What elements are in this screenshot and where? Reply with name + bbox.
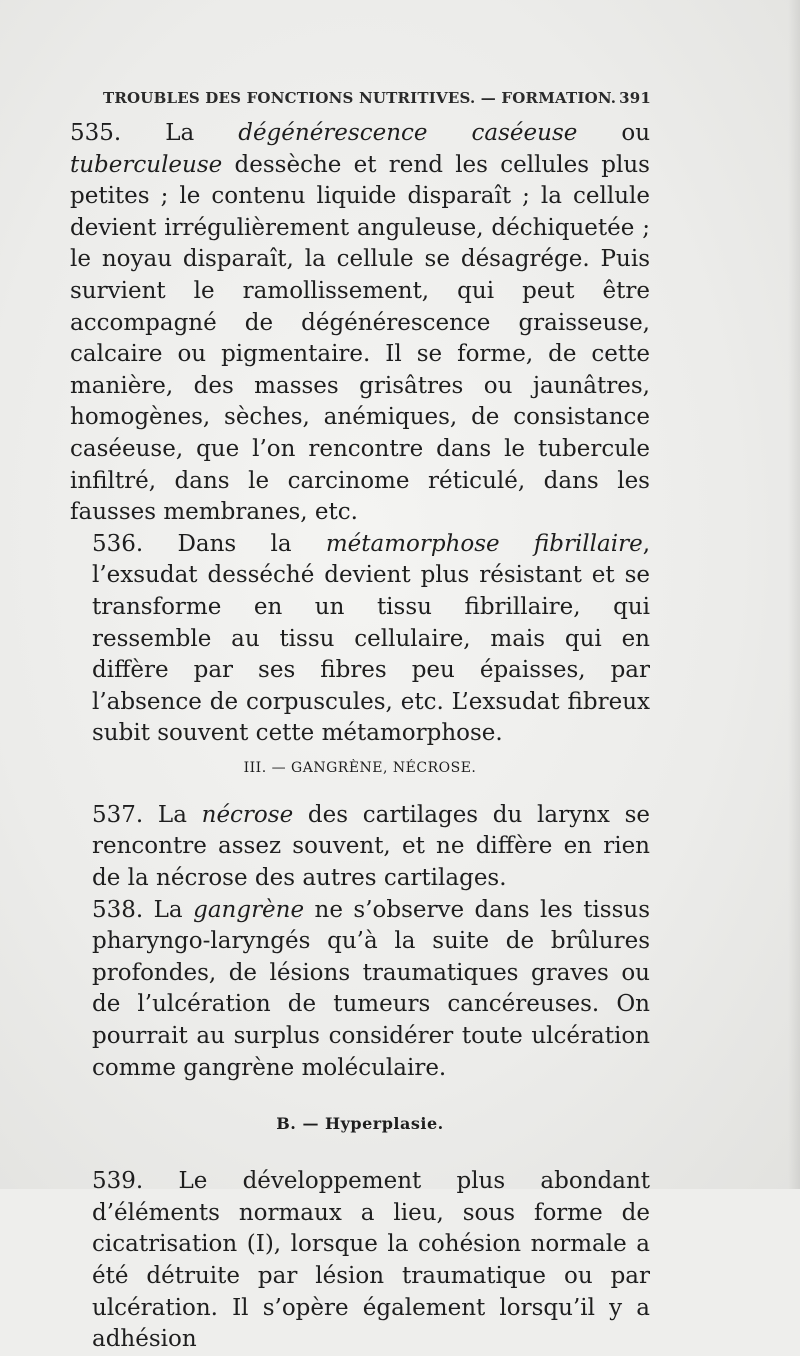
italic-term: métamorphose fibrillaire [325,530,643,557]
paragraph-number: 535. [70,120,122,146]
italic-term: dégénérescence caséeuse [238,120,578,146]
text-run: dessèche et rend les cellules plus petites ; le contenu liquide disparaît ; la cellule devient irrégulièrement anguleuse, déchiquetée ; le noyau disparaît, la cellule se désagrége. Puis survient le ramollissement, qui peut être accompagné de dégénérescence graisseuse, calcaire ou pigmentaire. Il se forme, de cette manière, des masses grisâtres ou jaunâtres, homogènes, sèches, anémiques, de consistance caséeuse, que l’on rencontre dans le tubercule infiltré, dans le carcinome réticulé, dans les fausses membranes, etc. [70,151,650,526]
text-run: Dans la [177,530,292,557]
paragraph-number: 537. [92,801,144,828]
paragraph-number: 536. [92,530,144,557]
page-number: 391 [619,89,651,107]
text-run: des cartilages du larynx se rencontre assez souvent, et ne diffère en rien de la nécrose des autres cartilages. [92,801,650,892]
paragraph-number: 538. [92,896,144,923]
italic-term: tuberculeuse [70,151,223,178]
text-run: La [153,896,183,923]
paragraph-537 [70,800,650,895]
paragraph-536 [70,529,650,750]
text-run: , l’exsudat desséché devient plus résistant et se transforme en un tissu fibrillaire, qui ressemble au tissu cellulaire, mais qui en diffère par ses fibres peu épaisses, par l’absence de corpuscules, etc. L’exsudat fibreux subit souvent cette métamorphose. [92,530,650,747]
text-run: ne s’observe dans les tissus pharyngo-laryngés qu’à la suite de brûlures profondes, de lésions traumatiques graves ou de l’ulcération de tumeurs cancéreuses. On pourrait au surplus considérer toute ulcération comme gangrène moléculaire. [92,896,651,1081]
text-run: ou [577,120,651,146]
italic-term: gangrène [193,896,305,923]
section-heading-hyperplasie: B. — Hyperplasie. [276,1114,444,1134]
paragraph-539 [70,1166,650,1356]
text-run: La [165,120,195,146]
paragraph-535 [70,118,650,529]
paragraph-538 [70,895,650,1085]
section-heading-gangrene: III. — GANGRÈNE, NÉCROSE. [243,759,477,776]
running-title: TROUBLES DES FONCTIONS NUTRITIVES. — FORMATION. [103,89,617,107]
page-body [70,118,650,1356]
page-edge-shadow [788,0,800,1189]
paragraph-number: 539. [92,1168,144,1195]
text-run: La [157,801,187,828]
text-run: Le développement plus abondant d’éléments normaux a lieu, sous forme de cicatrisation (I), lorsque la cohésion normale a été détruite par lésion traumatique ou par ulcération. Il s’opère également lorsqu’il y a adhésion [92,1168,650,1353]
running-header [103,89,651,107]
italic-term: nécrose [201,801,294,828]
